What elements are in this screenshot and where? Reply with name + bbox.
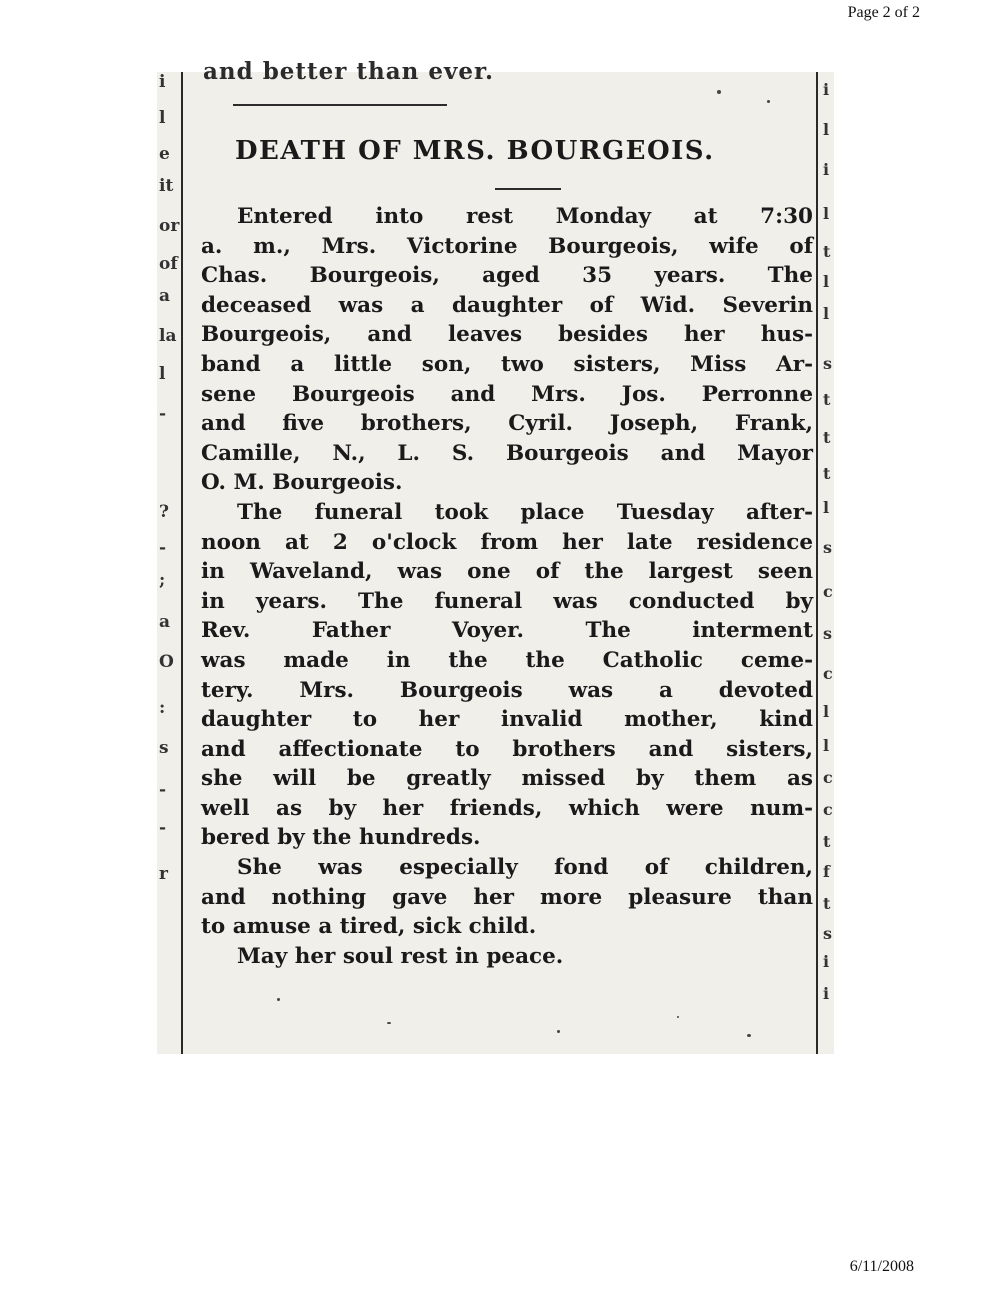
fragment: la	[159, 326, 177, 346]
fragment: i	[823, 952, 830, 971]
text-line: Rev. Father Voyer. The interment	[201, 618, 813, 644]
fragment: O	[159, 652, 174, 672]
fragment: c	[823, 768, 833, 787]
fragment: -	[159, 780, 167, 800]
text-line: Bourgeois, and leaves besides her hus-	[201, 322, 813, 348]
text-line: noon at 2 o'clock from her late residence	[201, 529, 813, 555]
text-line: deceased was a daughter of Wid. Severin	[201, 292, 813, 318]
separator-rule	[233, 104, 447, 106]
scan-speck	[677, 1016, 679, 1018]
article-body	[201, 202, 813, 971]
fragment: l	[159, 108, 166, 128]
headline: DEATH OF MRS. BOURGEOIS.	[235, 136, 715, 166]
fragment: e	[159, 144, 170, 164]
fragment: of	[159, 254, 178, 274]
print-date: 6/11/2008	[849, 1258, 914, 1275]
scan-speck	[277, 998, 280, 1001]
fragment: t	[823, 242, 831, 261]
text-line: She was especially fond of children,	[237, 855, 813, 881]
fragment: i	[823, 80, 830, 99]
text-line: was made in the the Catholic ceme-	[201, 647, 813, 673]
fragment: l	[823, 304, 830, 323]
scan-speck	[387, 1022, 391, 1024]
text-line: a. m., Mrs. Victorine Bourgeois, wife of	[201, 233, 813, 259]
text-line: Chas. Bourgeois, aged 35 years. The	[201, 263, 813, 289]
fragment: t	[823, 464, 831, 483]
fragment: -	[159, 818, 167, 838]
text-line: and affectionate to brothers and sisters,	[201, 736, 813, 762]
fragment: ?	[159, 502, 169, 522]
fragment: s	[823, 354, 833, 373]
newspaper-clipping	[157, 58, 834, 1054]
fragment: l	[159, 364, 166, 384]
fragment: r	[159, 864, 168, 884]
fragment: c	[823, 582, 833, 601]
fragment: i	[823, 984, 830, 1003]
fragment: l	[823, 736, 830, 755]
fragment: ;	[159, 570, 166, 590]
text-line: in years. The funeral was conducted by	[201, 588, 813, 614]
fragment: t	[823, 894, 831, 913]
fragment: -	[159, 404, 167, 424]
fragment: -	[159, 538, 167, 558]
fragment: :	[159, 698, 166, 718]
text-line: daughter to her invalid mother, kind	[201, 707, 813, 733]
fragment: or	[159, 216, 180, 236]
fragment: l	[823, 498, 830, 517]
fragment: s	[823, 924, 833, 943]
text-line: Entered into rest Monday at 7:30	[237, 204, 813, 229]
fragment: l	[823, 120, 830, 139]
left-column-fragments	[157, 72, 179, 1054]
previous-article-tail: and better than ever.	[203, 58, 495, 85]
text-line: band a little son, two sisters, Miss Ar-	[201, 351, 813, 377]
text-line: The funeral took place Tuesday after-	[237, 499, 813, 525]
fragment: l	[823, 272, 830, 291]
fragment: f	[823, 862, 830, 881]
fragment: i	[823, 160, 830, 179]
fragment: t	[823, 390, 831, 409]
text-line: to amuse a tired, sick child.	[201, 914, 537, 940]
right-column-fragments	[821, 72, 835, 1054]
text-line: and nothing gave her more pleasure than	[201, 884, 813, 910]
fragment: it	[159, 176, 174, 196]
scan-speck	[747, 1034, 751, 1037]
text-line: in Waveland, was one of the largest seen	[201, 559, 813, 585]
text-line: O. M. Bourgeois.	[201, 470, 403, 496]
fragment: i	[159, 72, 166, 92]
text-line: Camille, N., L. S. Bourgeois and Mayor	[201, 440, 813, 466]
text-line: well as by her friends, which were num-	[201, 795, 813, 821]
fragment: s	[823, 538, 833, 557]
scan-speck	[717, 90, 721, 94]
fragment: c	[823, 800, 833, 819]
scan-speck	[767, 100, 770, 103]
text-line: and five brothers, Cyril. Joseph, Frank,	[201, 411, 813, 437]
fragment: l	[823, 204, 830, 223]
text-line: sene Bourgeois and Mrs. Jos. Perronne	[201, 381, 813, 407]
closing-line: May her soul rest in peace.	[237, 943, 564, 969]
headline-rule	[495, 188, 561, 190]
fragment: t	[823, 428, 831, 447]
fragment: t	[823, 832, 831, 851]
column-rule-left	[181, 72, 183, 1054]
fragment: a	[159, 612, 171, 632]
text-line: tery. Mrs. Bourgeois was a devoted	[201, 677, 813, 703]
fragment: s	[823, 624, 833, 643]
column-rule-right	[816, 72, 818, 1054]
page-number-label: Page 2 of 2	[847, 4, 920, 21]
fragment: l	[823, 702, 830, 721]
text-line: she will be greatly missed by them as	[201, 766, 813, 792]
fragment: c	[823, 664, 833, 683]
text-line: bered by the hundreds.	[201, 825, 481, 851]
scan-speck	[557, 1030, 560, 1033]
fragment: s	[159, 738, 169, 758]
fragment: a	[159, 286, 171, 306]
